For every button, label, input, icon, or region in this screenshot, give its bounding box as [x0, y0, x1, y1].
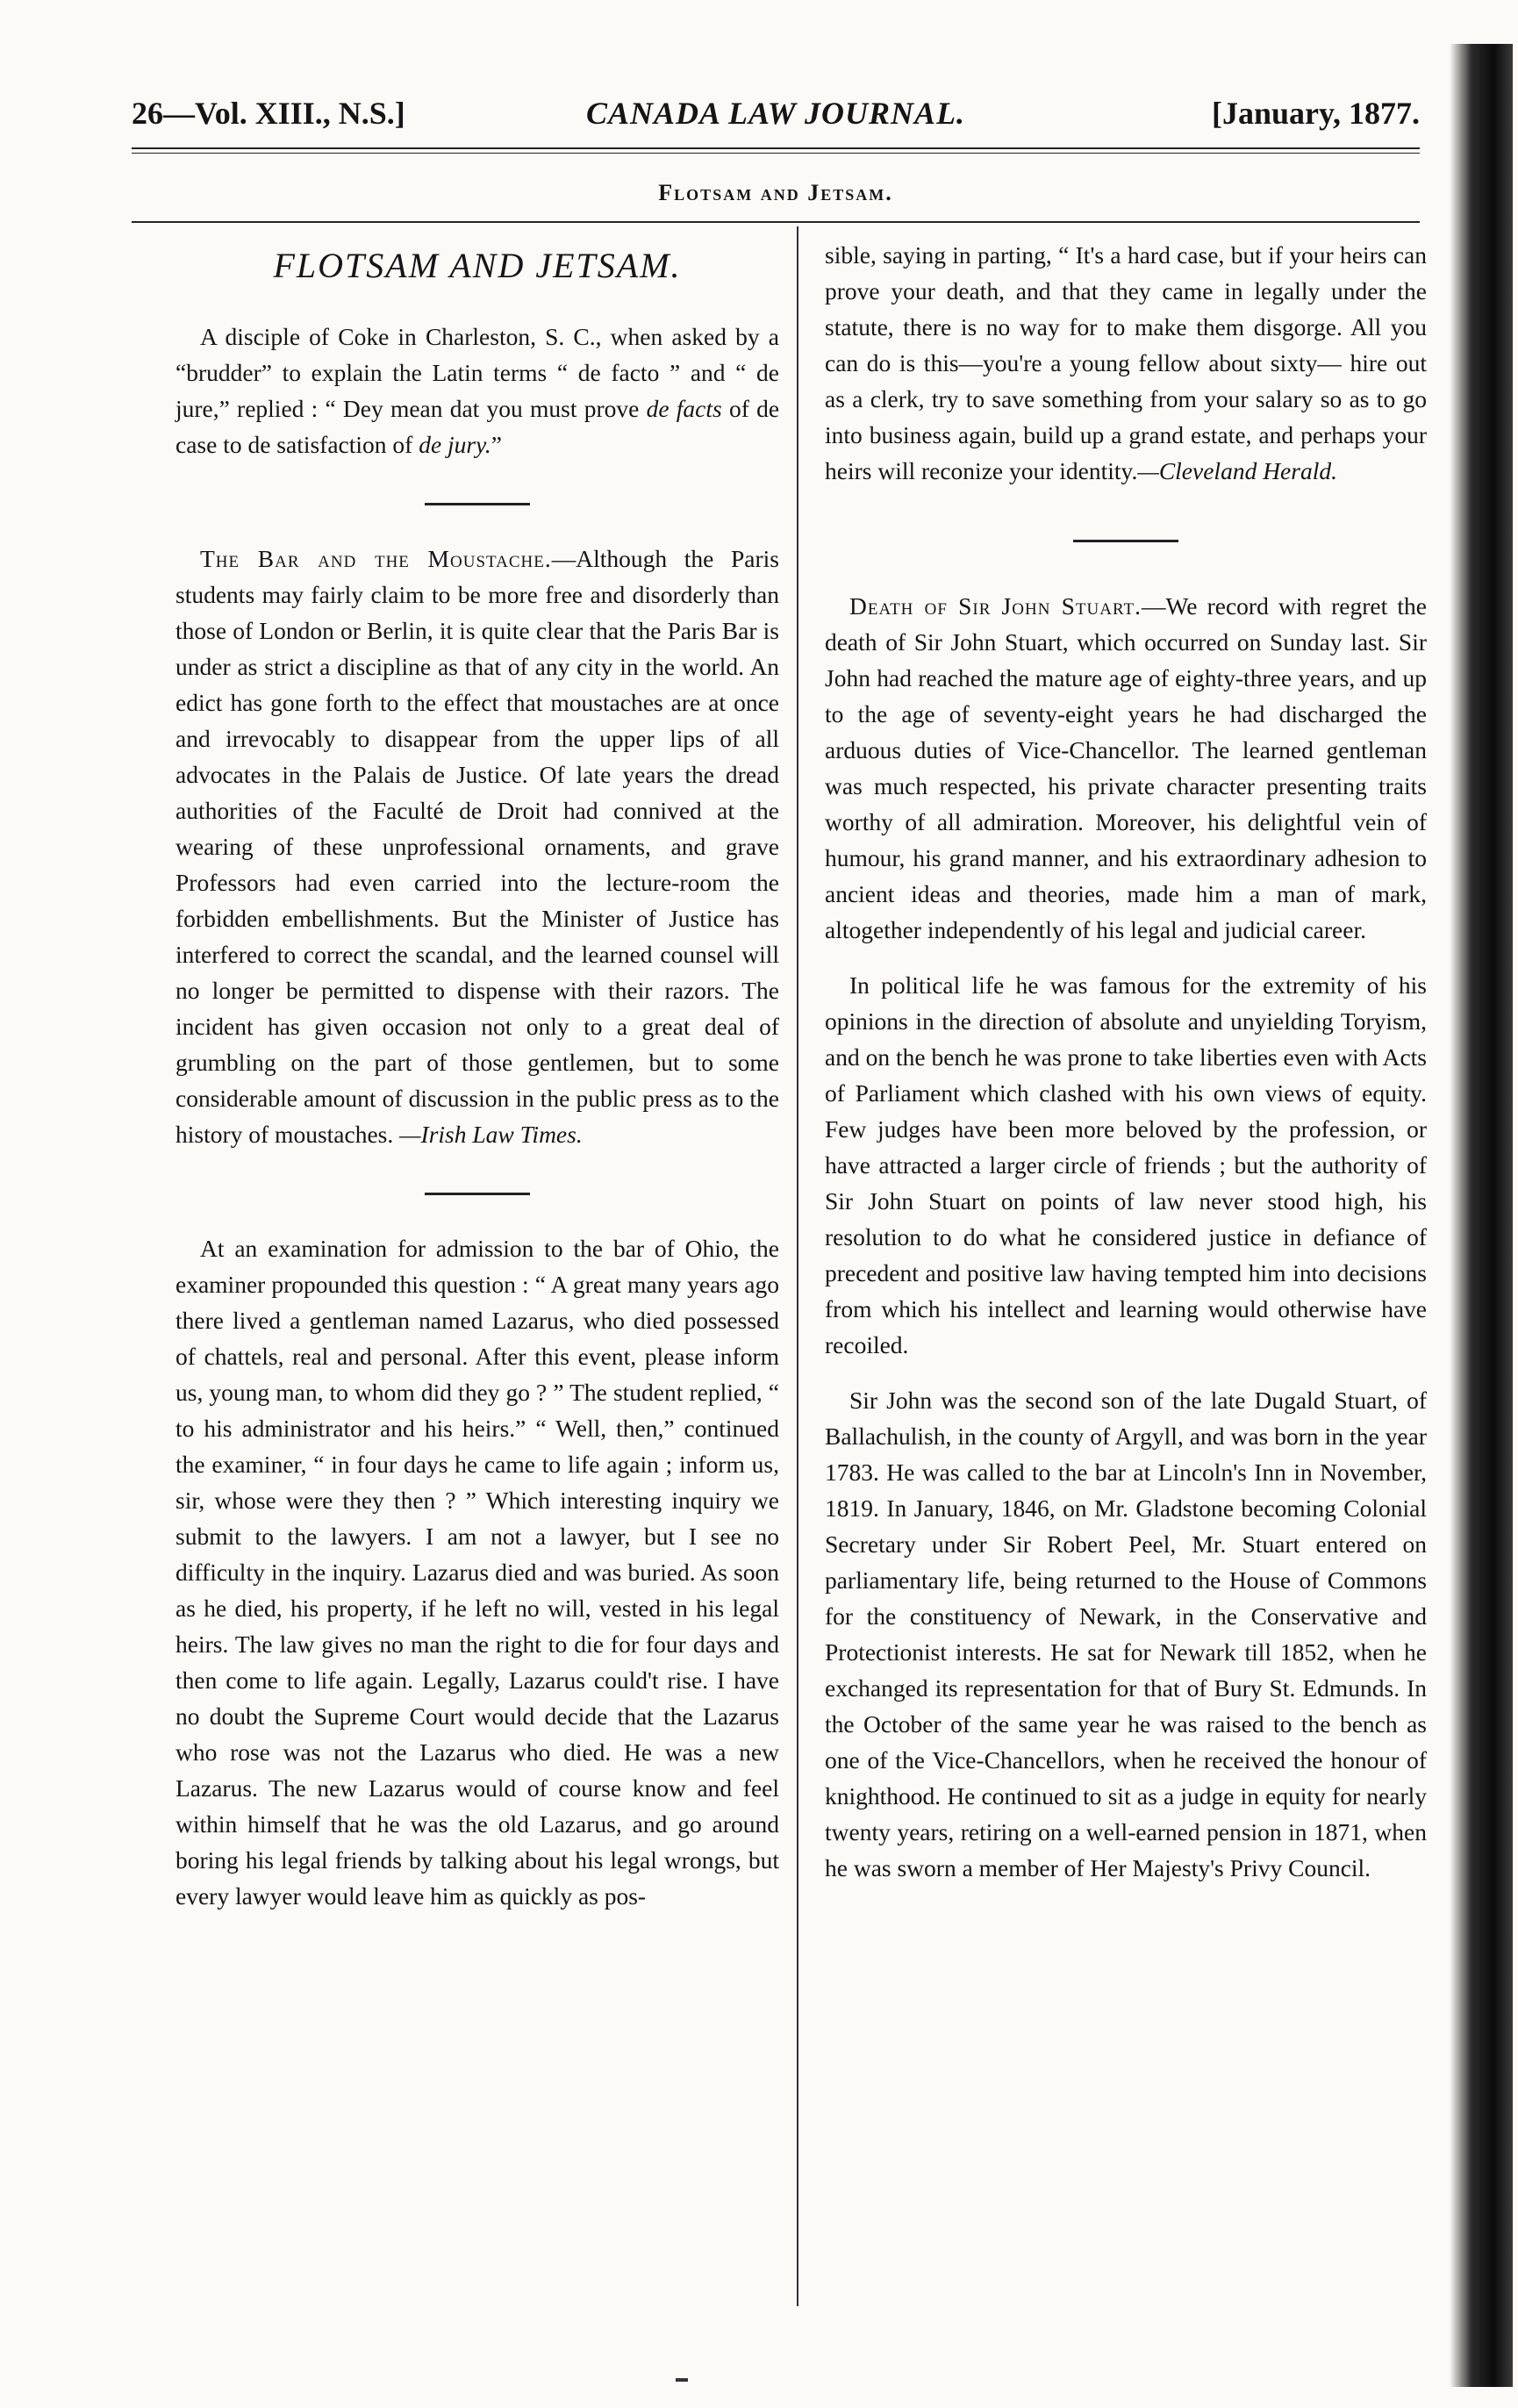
header-date: [January, 1877.	[1211, 96, 1420, 131]
paragraph-bar-moustache: The Bar and the Moustache.—Although the Paris students may fairly claim to be more free and disorderly than those of London or Berlin, it is quite clear that the Paris Bar is under as strict a discipline as that of any city in the world. An edict has gone forth to the effect that moustaches are at once and irrevocably to disappear from the upper lips of all advocates in the Palais de Justice. Of late years the dread authorities of the Faculté de Droit had connived at the wearing of these unprofessional ornaments, and grave Professors had even carried into the lecture-room the forbidden embellishments. But the Minister of Justice has interfered to correct the scandal, and the learned counsel will no longer be permitted to dispense with their razors. The incident has given occasion not only to a great deal of grumbling on the part of those gentlemen, but to some considerable amount of discussion in the public press as to the history of moustaches. —Irish Law Times.	[175, 545, 779, 1148]
left-column	[175, 237, 779, 1914]
running-header	[132, 95, 1420, 139]
column-divider	[797, 226, 798, 2306]
header-volume: 26—Vol. XIII., N.S.]	[132, 96, 405, 131]
paragraph-lead: The Bar and the Moustache.	[200, 545, 552, 572]
section-heading: Flotsam and Jetsam.	[658, 180, 893, 205]
article-title: FLOTSAM AND JETSAM.	[273, 246, 682, 285]
paragraph-stuart-politics: In political life he was famous for the extremity of his opinions in the direction of absolute and unyielding Toryism, and on the bench he was prone to take liberties even with Acts of Parliament which clashed with his own views of equity. Few judges have been more beloved by the profession, or have attracted a larger circle of friends ; but the authority of Sir John Stuart on points of law never stood high, his resolution to do what he considered justice in defiance of precedent and positive law having tempted him into decisions from which his intellect and learning would otherwise have recoiled.	[825, 971, 1427, 1358]
separator-rule	[1073, 540, 1178, 542]
paragraph-lazarus: At an examination for admission to the bar of Ohio, the examiner propounded this question : “ A great many years ago there lived a gentleman named Lazarus, who died possessed of chattels, real and personal. After this event, please inform us, young man, to whom did they go ? ” The student replied, “ to his administrator and his heirs.” “ Well, then,” continued the examiner, “ in four days he came to life again ; inform us, sir, whose were they then ? ” Which interesting inquiry we submit to the lawyers. I am not a lawyer, but I see no difficulty in the inquiry. Lazarus died and was buried. As soon as he died, his property, if he left no will, vested in his legal heirs. The law gives no man the right to die for four days and then come to life again. Legally, Lazarus could't rise. I have no doubt the Supreme Court would decide that the Lazarus who rose was not the Lazarus who died. He was a new Lazarus. The new Lazarus would of course know and feel within himself that he was the old Lazarus, and go around boring his legal friends by talking about his legal wrongs, but every lawyer would leave him as quickly as pos-	[175, 1235, 779, 1910]
binding-edge	[1450, 44, 1513, 2387]
right-column	[825, 237, 1427, 1886]
separator-rule	[425, 503, 530, 505]
paragraph-lazarus-continued: sible, saying in parting, “ It's a hard case, but if your heirs can prove your death, and that they came in legally under the statute, there is no way for to make them disgorge. All you can do is this—you're a young fellow about sixty— hire out as a clerk, try to save something from your salary so as to go into business again, build up a grand estate, and perhaps your heirs will reconize your identity.—Cleveland Herald.	[825, 241, 1427, 484]
section-rule	[132, 221, 1420, 223]
paragraph-stuart-career: Sir John was the second son of the late Dugald Stuart, of Ballachulish, in the county of Argyll, and was born in the year 1783. He was called to the bar at Lincoln's Inn in November, 1819. In January, 1846, on Mr. Gladstone becoming Colonial Secretary under Sir Robert Peel, Mr. Stuart entered on parliamentary life, being returned to the House of Commons for the constituency of Newark, in the Conservative and Protectionist interests. He sat for Newark till 1852, when he exchanged its representation for that of Bury St. Edmunds. In the October of the same year he was raised to the bench as one of the Vice-Chancellors, when he received the honour of knighthood. He continued to sit as a judge in equity for nearly twenty years, retiring on a well-earned pension in 1871, when he was sworn a member of Her Majesty's Privy Council.	[825, 1387, 1427, 1881]
paragraph-lead: Death of Sir John Stuart.	[849, 592, 1142, 620]
footer-mark	[676, 2378, 688, 2382]
source-citation: —Cleveland Herald.	[1137, 457, 1337, 484]
separator-rule	[425, 1193, 530, 1195]
paragraph-stuart-death: Death of Sir John Stuart.—We record with regret the death of Sir John Stuart, which occurred on Sunday last. Sir John had reached the mature age of eighty-three years, and up to the age of seventy-eight years he had discharged the arduous duties of Vice-Chancellor. The learned gentleman was much respected, his private character presenting traits worthy of all admiration. Moreover, his delightful vein of humour, his grand manner, and his extraordinary adhesion to ancient ideas and theories, made him a man of mark, altogether independently of his legal and judicial career.	[825, 592, 1427, 943]
header-rule	[132, 147, 1420, 154]
source-citation: —Irish Law Times.	[399, 1121, 583, 1148]
paragraph-coke: A disciple of Coke in Charleston, S. C., when asked by a “brudder” to explain the Latin terms “ de facto ” and “ de jure,” replied : “ Dey mean dat you must prove de facts of de case to de satisfaction of de jury.”	[175, 323, 780, 458]
header-journal-title: CANADA LAW JOURNAL.	[585, 96, 966, 131]
